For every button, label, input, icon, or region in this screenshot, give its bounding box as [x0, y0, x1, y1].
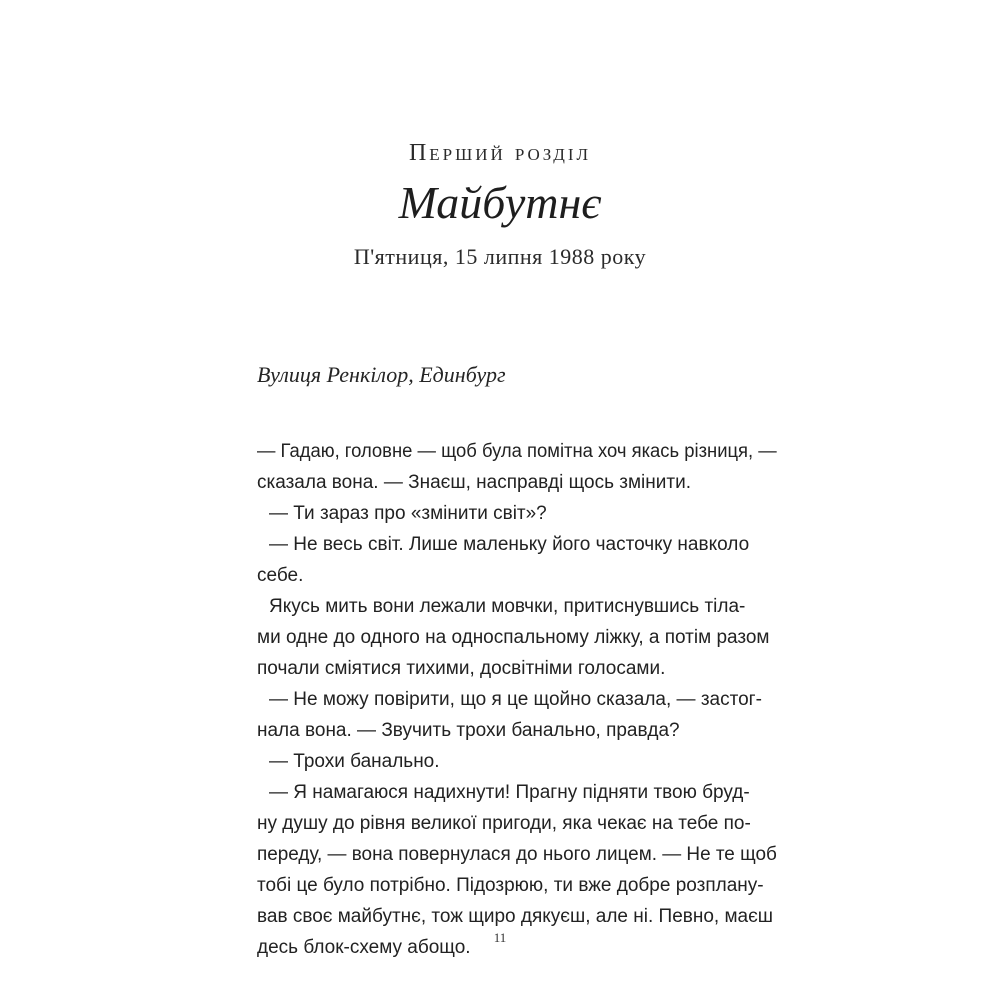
text-line: ну душу до рівня великої пригоди, яка чекає на тебе по- [257, 813, 751, 834]
chapter-date: П'ятниця, 15 липня 1988 року [353, 244, 647, 269]
text-line: себе. [257, 565, 304, 586]
text-line: Якусь мить вони лежали мовчки, притиснувшись тіла- [269, 596, 746, 617]
text-line: — Я намагаюся надихнути! Прагну підняти твою бруд- [269, 782, 750, 803]
text-line: вав своє майбутнє, тож щиро дякуєш, але ні. Певно, маєш [257, 906, 774, 927]
text-line: — Не можу повірити, що я це щойно сказала, — застог- [269, 689, 762, 710]
text-line: десь блок-схему абощо. [257, 937, 471, 958]
text-line: ми одне до одного на односпальному ліжку, а потім разом [257, 627, 770, 648]
scene-location: Вулиця Ренкілор, Единбург [257, 362, 506, 387]
text-line: нала вона. — Звучить трохи банально, правда? [257, 720, 680, 741]
text-line: почали сміятися тихими, досвітніми голосами. [257, 658, 666, 679]
text-line: сказала вона. — Знаєш, насправді щось змінити. [257, 472, 691, 493]
text-line: — Ти зараз про «змінити світ»? [269, 503, 547, 524]
text-line: тобі це було потрібно. Підозрюю, ти вже добре розплану- [257, 875, 764, 896]
chapter-title: Майбутнє [398, 177, 602, 228]
text-line: — Гадаю, головне — щоб була помітна хоч якась різниця, — [257, 441, 777, 462]
chapter-label: Перший розділ [408, 140, 592, 166]
page-number: 11 [493, 930, 507, 945]
text-line: переду, — вона повернулася до нього лицем. — Не те щоб [257, 844, 777, 865]
text-line: — Трохи банально. [269, 751, 440, 772]
text-line: — Не весь світ. Лише маленьку його часточку навколо [269, 534, 750, 555]
chapter-body-text [257, 436, 777, 963]
